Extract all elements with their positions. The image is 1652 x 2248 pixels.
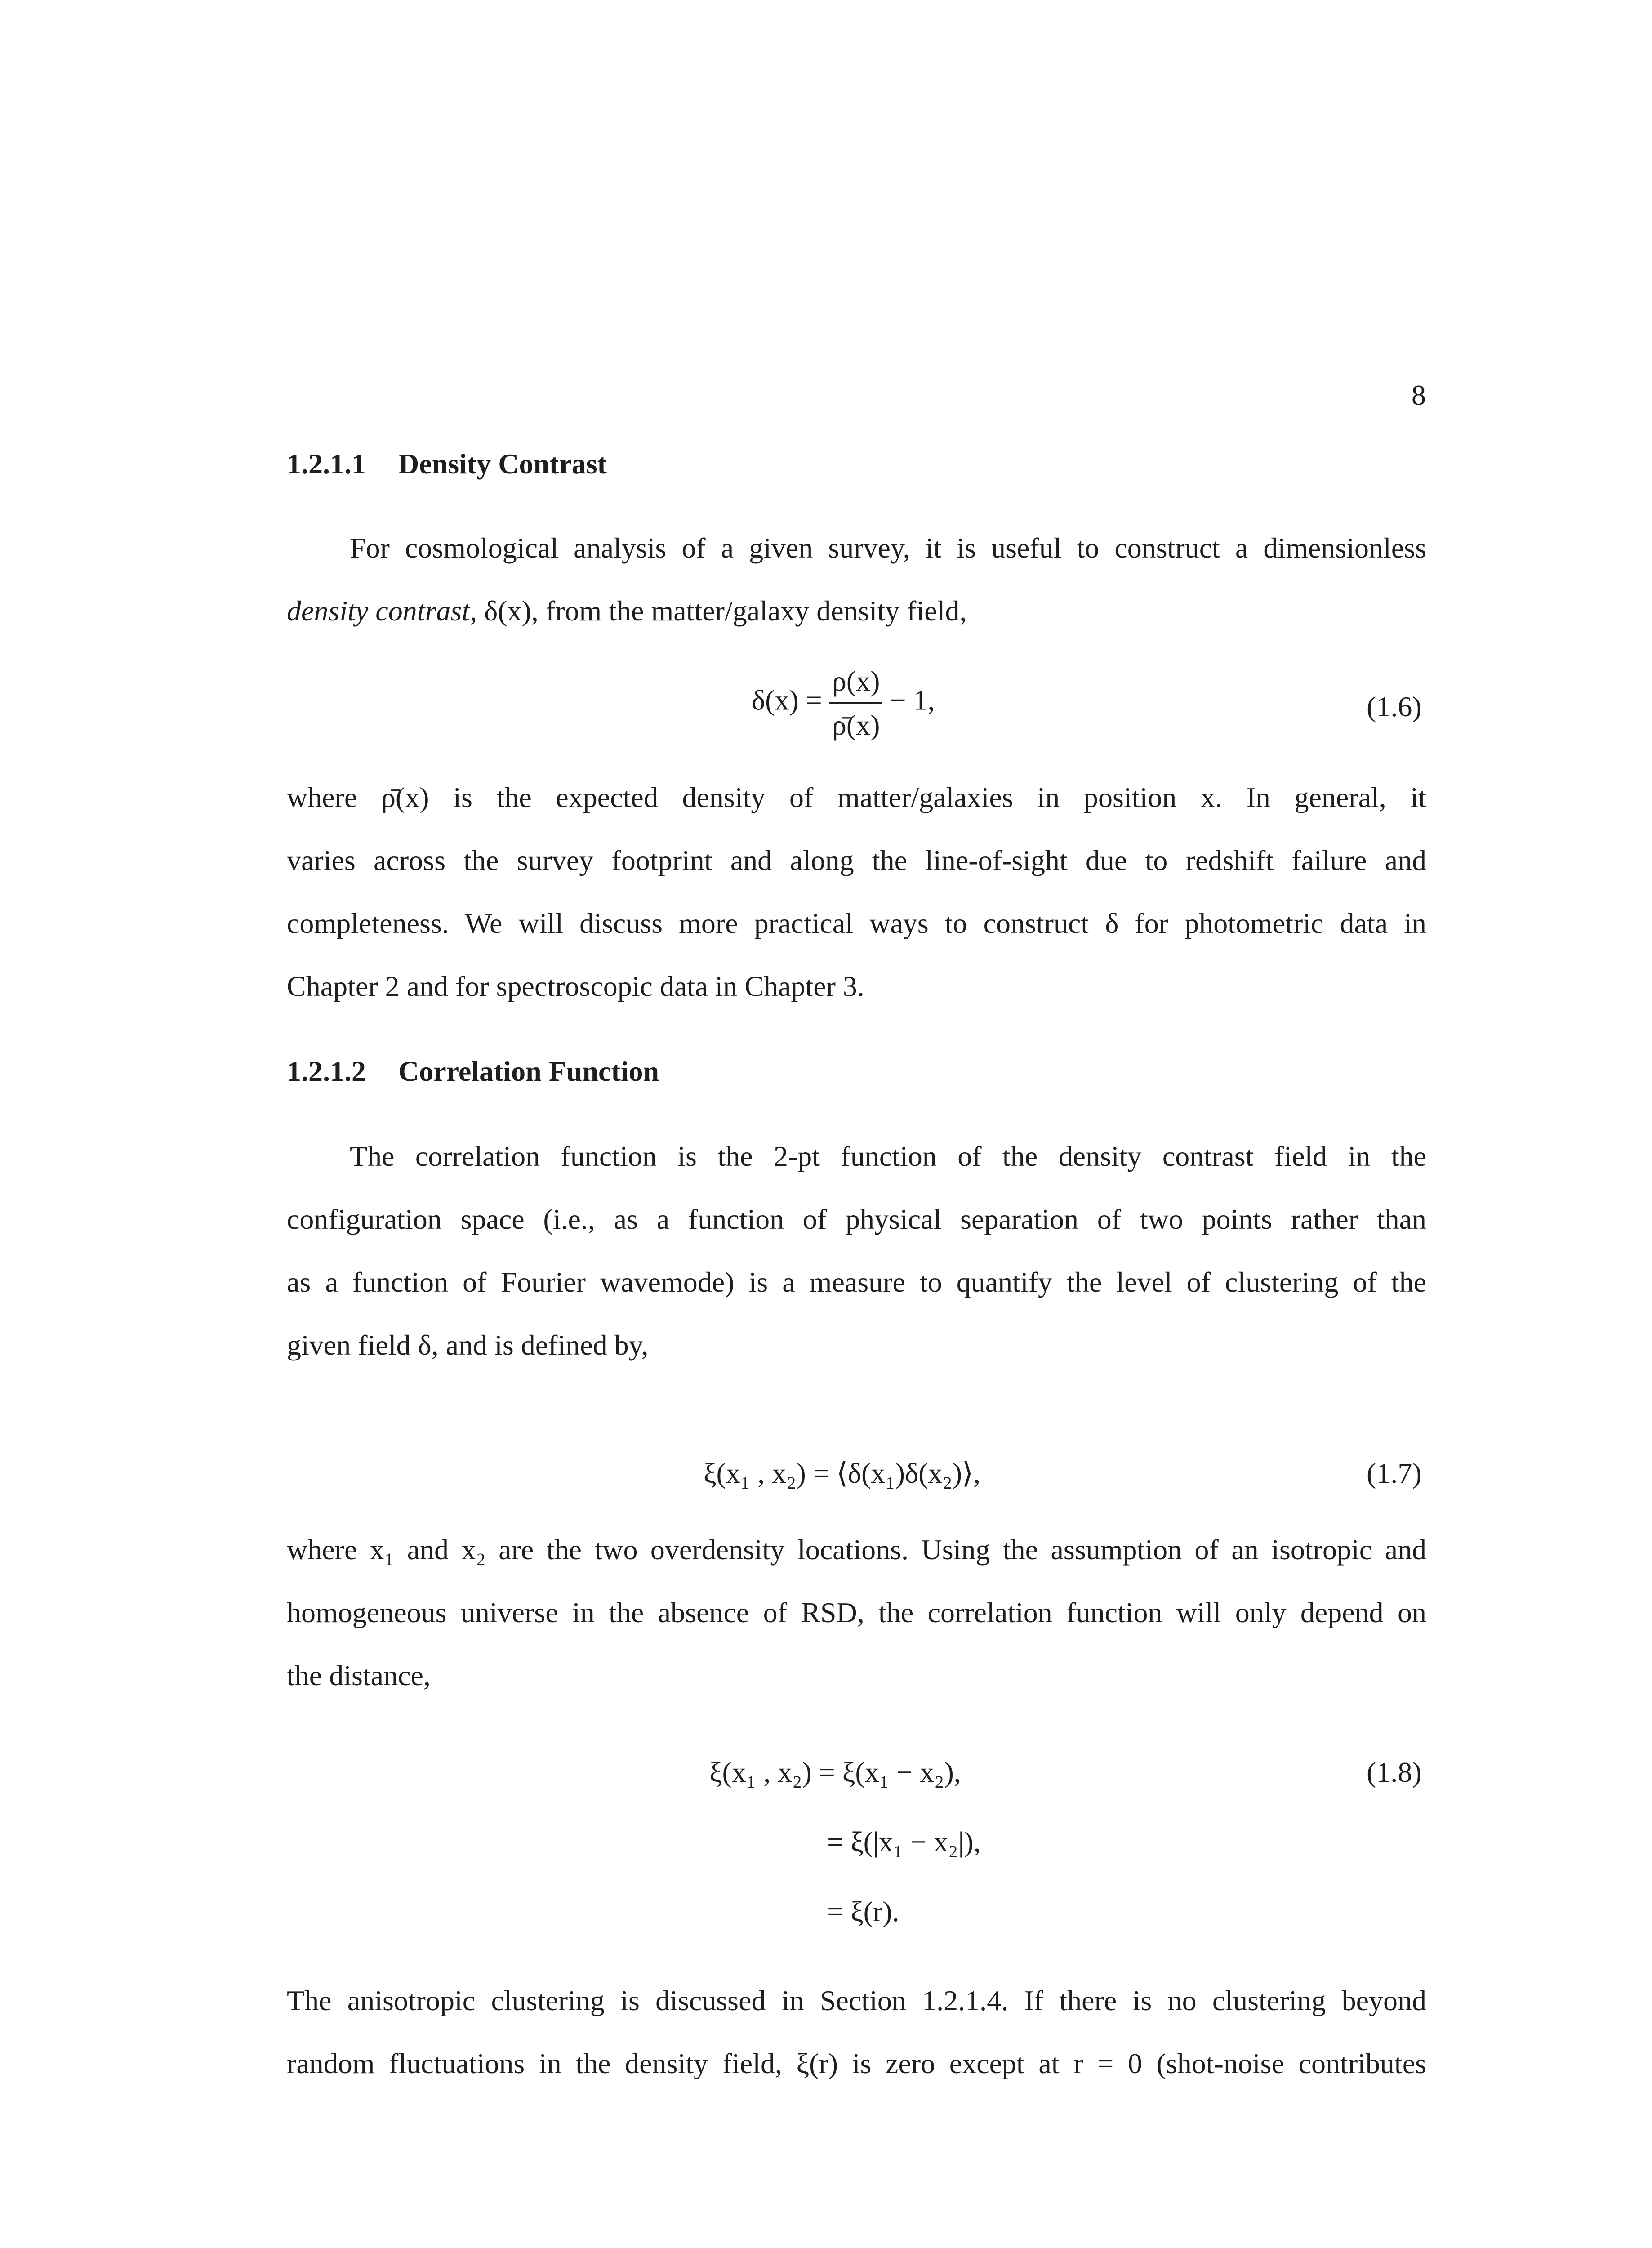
paragraph-line: The correlation function is the 2-pt function of the density contrast field in the xyxy=(350,1140,1426,1172)
paragraph-line: given field δ, and is defined by, xyxy=(287,1329,649,1361)
equation-lhs: δ(x) = xyxy=(752,684,822,716)
paragraph-line: The anisotropic clustering is discussed in Section 1.2.1.4. If there is no clustering beyond xyxy=(287,1985,1426,2016)
paragraph-line: varies across the survey footprint and along the line-of-sight due to redshift failure and xyxy=(287,844,1426,876)
section-number: 1.2.1.1 xyxy=(287,448,366,480)
equation-number: (1.8) xyxy=(1367,1756,1422,1788)
equation-1-7: ξ(x₁ , x₂) = ⟨δ(x₁)δ(x₂)⟩, xyxy=(704,1457,980,1489)
paragraph-line: completeness. We will discuss more practical ways to construct δ for photometric data in xyxy=(287,907,1426,939)
section-heading-correlation-function xyxy=(287,1055,659,1088)
equation-1-8-row3: = ξ(r). xyxy=(827,1896,899,1927)
page-number: 8 xyxy=(1412,379,1426,411)
fraction-numerator: ρ(x) xyxy=(832,665,880,697)
paragraph-line: random fluctuations in the density field, ξ(r) is zero except at r = 0 (shot-noise contributes xyxy=(287,2047,1426,2079)
fraction-denominator: ρ̄(x) xyxy=(832,709,880,741)
equation-rhs: − 1, xyxy=(890,684,935,716)
paragraph-line: Chapter 2 and for spectroscopic data in Chapter 3. xyxy=(287,970,864,1002)
paragraph-line: homogeneous universe in the absence of RSD, the correlation function will only depend on xyxy=(287,1597,1426,1628)
section-number: 1.2.1.2 xyxy=(287,1055,366,1087)
paragraph-line: For cosmological analysis of a given survey, it is useful to construct a dimensionless xyxy=(350,532,1426,564)
paragraph-line: where ρ̄(x) is the expected density of matter/galaxies in position x. In general, it xyxy=(287,781,1426,813)
paragraph-line: configuration space (i.e., as a function of physical separation of two points rather than xyxy=(287,1203,1426,1235)
equation-number: (1.7) xyxy=(1367,1457,1422,1489)
paragraph-text: , δ(x), from the matter/galaxy density field, xyxy=(470,595,967,627)
section-title: Correlation Function xyxy=(398,1055,659,1087)
emphasis-density-contrast: density contrast xyxy=(287,595,470,627)
paragraph-line xyxy=(287,597,966,625)
paragraph-line: the distance, xyxy=(287,1659,431,1691)
section-title: Density Contrast xyxy=(398,448,607,480)
equation-number: (1.6) xyxy=(1367,691,1422,723)
section-heading-density-contrast xyxy=(287,447,607,481)
equation-1-6 xyxy=(752,665,935,742)
paragraph-line: where x₁ and x₂ are the two overdensity locations. Using the assumption of an isotropic and xyxy=(287,1534,1426,1566)
equation-fraction xyxy=(829,665,883,742)
equation-1-8-row1: ξ(x₁ , x₂) = ξ(x₁ − x₂), xyxy=(709,1756,961,1788)
paragraph-line: as a function of Fourier wavemode) is a measure to quantify the level of clustering of the xyxy=(287,1266,1426,1298)
equation-1-8-row2: = ξ(|x₁ − x₂|), xyxy=(827,1826,981,1858)
